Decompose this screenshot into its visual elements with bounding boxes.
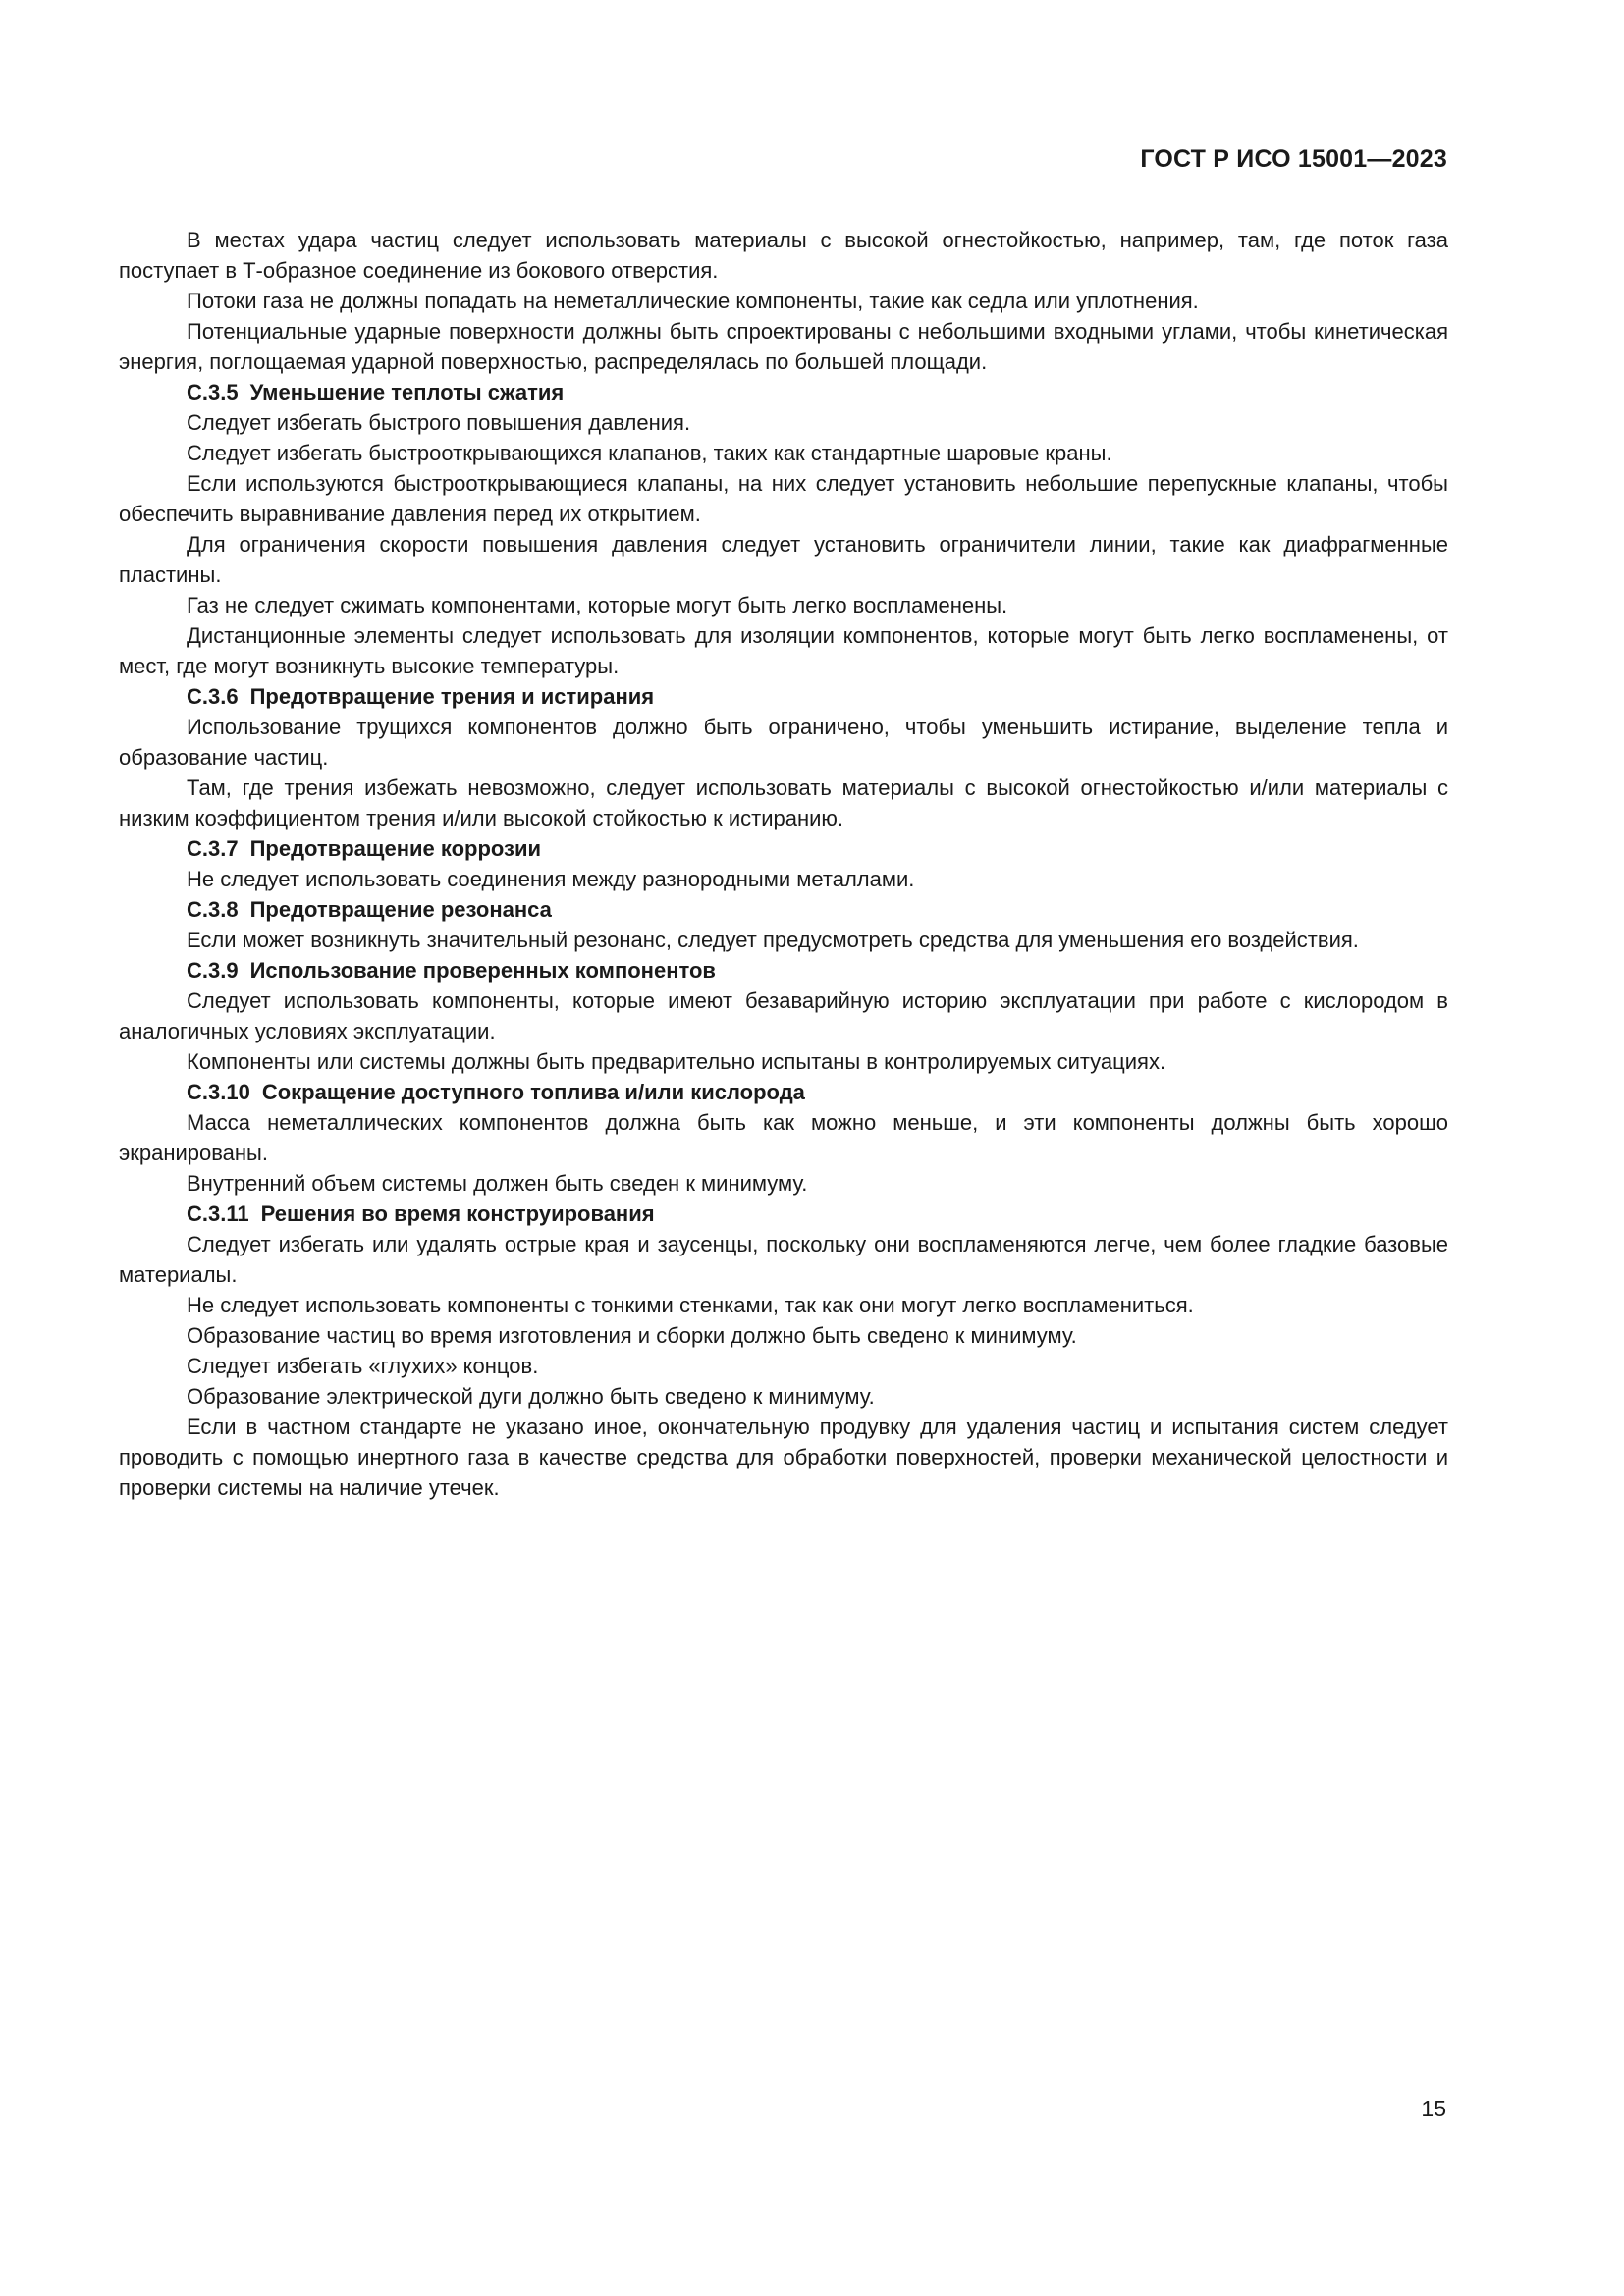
paragraph: Дистанционные элементы следует использовать для изоляции компонентов, которые могут быть легко воспламенены, от мест, где могут возникнуть высокие температуры. <box>119 623 1448 678</box>
paragraph: Если используются быстрооткрывающиеся клапаны, на них следует установить небольшие перепускные клапаны, чтобы обеспечить выравнивание давления перед их открытием. <box>119 471 1448 526</box>
section-number: С.3.10 <box>187 1080 250 1104</box>
paragraph: Там, где трения избежать невозможно, следует использовать материалы с высокой огнестойкостью и/или материалы с низким коэффициентом трения и/или высокой стойкостью к истиранию. <box>119 775 1448 830</box>
section-heading <box>119 833 1448 864</box>
paragraph: Для ограничения скорости повышения давления следует установить ограничители линии, такие как диафрагменные пластины. <box>119 532 1448 587</box>
section-title: Решения во время конструирования <box>260 1201 655 1226</box>
section-heading <box>119 894 1448 925</box>
document-body <box>119 225 1448 1503</box>
section-number: С.3.9 <box>187 958 239 983</box>
paragraph: Не следует использовать компоненты с тонкими стенками, так как они могут легко воспламениться. <box>187 1293 1194 1317</box>
section-heading <box>119 681 1448 712</box>
paragraph: Следует избегать быстрого повышения давления. <box>187 410 691 435</box>
section-heading <box>119 1077 1448 1107</box>
paragraph: Масса неметаллических компонентов должна быть как можно меньше, и эти компоненты должны быть хорошо экранированы. <box>119 1110 1448 1165</box>
paragraph: Потоки газа не должны попадать на неметаллические компоненты, такие как седла или уплотнения. <box>187 289 1199 313</box>
section-number: С.3.8 <box>187 897 239 922</box>
paragraph: Следует избегать или удалять острые края и заусенцы, поскольку они воспламеняются легче, чем более гладкие базовые материалы. <box>119 1232 1448 1287</box>
section-heading <box>119 377 1448 407</box>
paragraph: Следует избегать «глухих» концов. <box>187 1354 539 1378</box>
section-heading <box>119 955 1448 986</box>
section-number: С.3.6 <box>187 684 239 709</box>
paragraph: Газ не следует сжимать компонентами, которые могут быть легко воспламенены. <box>187 593 1008 617</box>
section-number: С.3.7 <box>187 836 239 861</box>
section-title: Использование проверенных компонентов <box>249 958 716 983</box>
paragraph: Потенциальные ударные поверхности должны быть спроектированы с небольшими входными углами, чтобы кинетическая энергия, поглощаемая ударной поверхностью, распределялась по большей площади. <box>119 319 1448 374</box>
paragraph: Если может возникнуть значительный резонанс, следует предусмотреть средства для уменьшения его воздействия. <box>187 928 1359 952</box>
paragraph: Образование частиц во время изготовления и сборки должно быть сведено к минимуму. <box>187 1323 1077 1348</box>
section-title: Сокращение доступного топлива и/или кислорода <box>261 1080 805 1104</box>
paragraph: Если в частном стандарте не указано иное, окончательную продувку для удаления частиц и испытания систем следует проводить с помощью инертного газа в качестве средства для обработки поверхностей, проверки механической целостности и проверки системы на наличие утечек. <box>119 1415 1448 1500</box>
document-header <box>1140 145 1447 174</box>
section-title: Предотвращение трения и истирания <box>249 684 655 709</box>
paragraph: Следует использовать компоненты, которые имеют безаварийную историю эксплуатации при работе с кислородом в аналогичных условиях эксплуатации. <box>119 988 1448 1043</box>
section-title: Предотвращение резонанса <box>249 897 552 922</box>
section-number: С.3.11 <box>187 1201 249 1226</box>
paragraph: Компоненты или системы должны быть предварительно испытаны в контролируемых ситуациях. <box>187 1049 1166 1074</box>
section-title: Уменьшение теплоты сжатия <box>249 380 565 404</box>
paragraph: Использование трущихся компонентов должно быть ограничено, чтобы уменьшить истирание, выделение тепла и образование частиц. <box>119 715 1448 770</box>
paragraph: Образование электрической дуги должно быть сведено к минимуму. <box>187 1384 875 1409</box>
paragraph: Внутренний объем системы должен быть сведен к минимуму. <box>187 1171 808 1196</box>
section-heading <box>119 1199 1448 1229</box>
paragraph: Следует избегать быстрооткрывающихся клапанов, таких как стандартные шаровые краны. <box>187 441 1112 465</box>
section-number: С.3.5 <box>187 380 239 404</box>
document-id: ГОСТ Р ИСО 15001—2023 <box>1140 145 1447 173</box>
page-number: 15 <box>1421 2096 1446 2121</box>
paragraph: Не следует использовать соединения между разнородными металлами. <box>187 867 915 891</box>
paragraph: В местах удара частиц следует использовать материалы с высокой огнестойкостью, например, там, где поток газа поступает в Т-образное соединение из бокового отверстия. <box>119 228 1448 283</box>
section-title: Предотвращение коррозии <box>249 836 542 861</box>
